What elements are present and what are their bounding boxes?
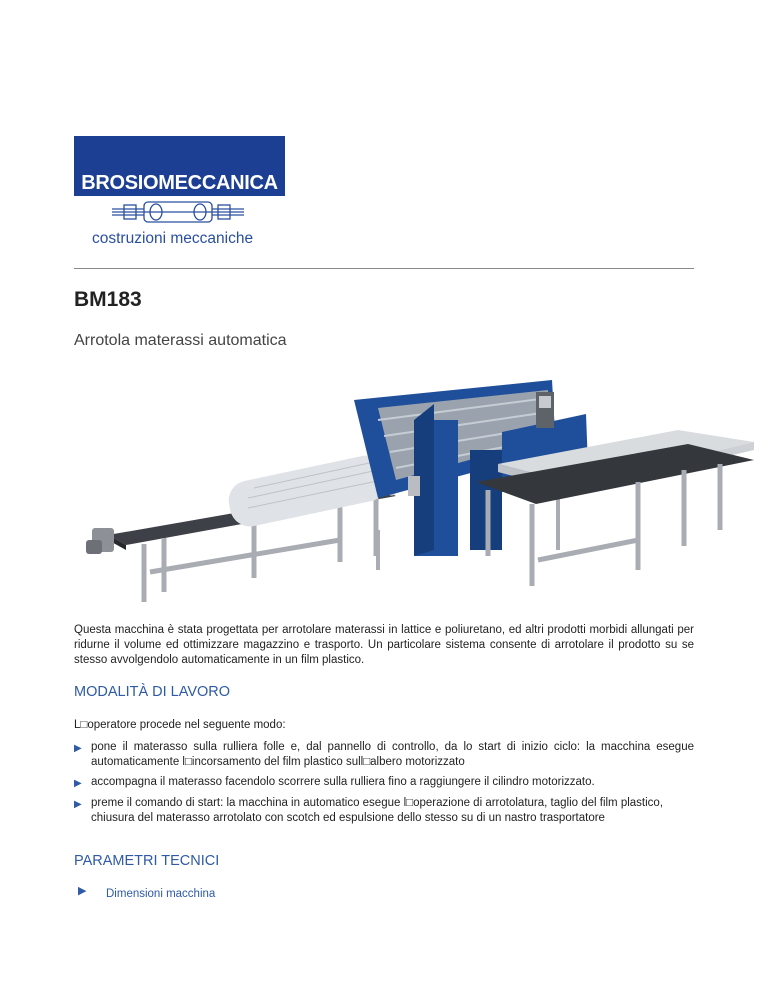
workflow-heading: MODALITÀ DI LAVORO [74, 684, 231, 700]
param-label: Dimensioni macchina [106, 888, 216, 900]
divider [74, 268, 694, 269]
list-item [74, 796, 694, 826]
bullet-arrow-icon: ▶ [74, 743, 82, 754]
page-subtitle: Arrotola materassi automatica [74, 332, 287, 349]
bullet-arrow-icon: ▶ [74, 778, 82, 789]
bullet-arrow-icon: ▶ [78, 885, 87, 897]
company-logo [74, 136, 286, 248]
intro-paragraph: Questa macchina è stata progettata per arrotolare materassi in lattice e poliuretano, ed altri prodotti morbidi allungati per ridurne il volume ed ottimizzare magazzino e trasporto. Un particolare sistema consente di arrotolare il prodotto su se stesso avvolgendolo automaticamente in un film plastico. [74, 624, 694, 666]
bullet-arrow-icon: ▶ [74, 799, 82, 810]
list-item [74, 775, 694, 790]
list-item [74, 740, 694, 770]
params-heading: PARAMETRI TECNICI [74, 853, 220, 869]
page-title: BM183 [74, 288, 142, 311]
roller-emblem-icon [110, 200, 246, 224]
workflow-lead: L□operatore procede nel seguente modo: [74, 719, 286, 731]
machine-photo [78, 380, 758, 612]
logo-company-name: BROSIOMECCANICA [81, 172, 278, 194]
step-text: accompagna il materasso facendolo scorrere sulla rulliera fino a raggiungere il cilindro motorizzato. [91, 776, 595, 788]
step-text: preme il comando di start: la macchina in automatico esegue l□operazione di arrotolatura, taglio del film plastico, chiusura del materasso arrotolato con scotch ed espulsione dello stesso su di un nastro trasportatore [91, 797, 664, 824]
logo-tagline: costruzioni meccaniche [92, 230, 254, 247]
step-text: pone il materasso sulla rulliera folle e, dal pannello di controllo, da lo start di inizio ciclo: la macchina esegue automaticamente l□incorsamento del film plastico sull□albero motorizzato [91, 741, 694, 768]
